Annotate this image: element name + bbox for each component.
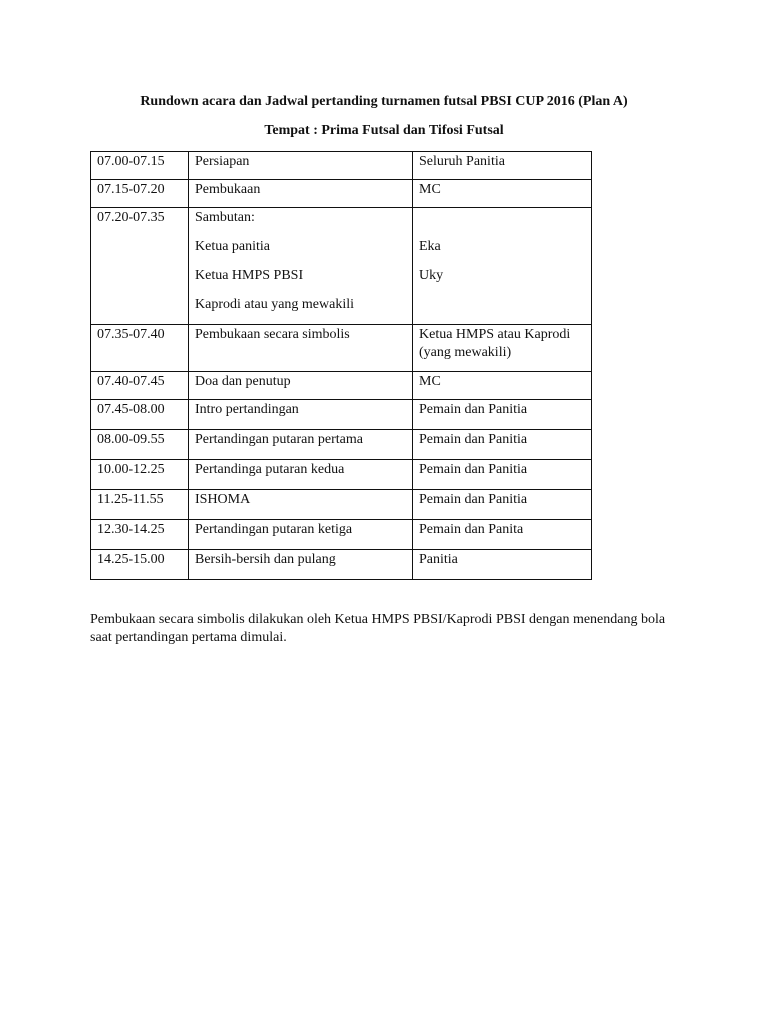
activity-cell: Bersih-bersih dan pulang [189,550,413,580]
activity-cell: Pertandingan putaran ketiga [189,520,413,550]
note-line: saat pertandingan pertama dimulai. [90,630,287,645]
activity-cell: Pembukaan [189,180,413,208]
activity-cell: Pertandinga putaran kedua [189,460,413,490]
activity-cell: Pembukaan secara simbolis [189,325,413,372]
table-row [91,325,592,372]
time-cell: 11.25-11.55 [91,490,189,520]
pic-cell: Pemain dan Panita [413,520,592,550]
time-cell: 07.20-07.35 [91,208,189,325]
table-row [91,400,592,430]
table-row [91,550,592,580]
schedule-table [90,151,592,580]
time-cell: 08.00-09.55 [91,430,189,460]
pic-cell: Ketua HMPS atau Kaprodi (yang mewakili) [413,325,592,372]
time-cell: 07.45-08.00 [91,400,189,430]
table-row [91,520,592,550]
activity-cell: ISHOMA [189,490,413,520]
note-paragraph [90,611,680,647]
time-cell: 10.00-12.25 [91,460,189,490]
pic-cell: Pemain dan Panitia [413,460,592,490]
time-cell: 07.15-07.20 [91,180,189,208]
time-cell: 07.00-07.15 [91,152,189,180]
pic-cell: Eka Uky [413,208,592,325]
table-row [91,430,592,460]
pic-cell: Pemain dan Panitia [413,490,592,520]
pic-cell: Seluruh Panitia [413,152,592,180]
schedule-table-body [91,152,592,580]
time-cell: 14.25-15.00 [91,550,189,580]
time-cell: 07.40-07.45 [91,372,189,400]
document-title: Rundown acara dan Jadwal pertanding turnamen futsal PBSI CUP 2016 (Plan A) [140,94,628,109]
note-line: Pembukaan secara simbolis dilakukan oleh Ketua HMPS PBSI/Kaprodi PBSI dengan menendang bola [90,612,666,627]
activity-cell: Doa dan penutup [189,372,413,400]
activity-cell: Pertandingan putaran pertama [189,430,413,460]
pic-cell: MC [413,180,592,208]
time-cell: 07.35-07.40 [91,325,189,372]
activity-cell: Intro pertandingan [189,400,413,430]
pic-cell: Panitia [413,550,592,580]
pic-cell: Pemain dan Panitia [413,400,592,430]
table-row [91,490,592,520]
table-row [91,180,592,208]
activity-cell: Persiapan [189,152,413,180]
table-row [91,372,592,400]
pic-cell: MC [413,372,592,400]
pic-cell: Pemain dan Panitia [413,430,592,460]
activity-cell: Sambutan: Ketua panitia Ketua HMPS PBSI Kaprodi atau yang mewakili [189,208,413,325]
venue-heading: Tempat : Prima Futsal dan Tifosi Futsal [264,123,504,138]
table-row [91,208,592,325]
time-cell: 12.30-14.25 [91,520,189,550]
table-row [91,152,592,180]
table-row [91,460,592,490]
